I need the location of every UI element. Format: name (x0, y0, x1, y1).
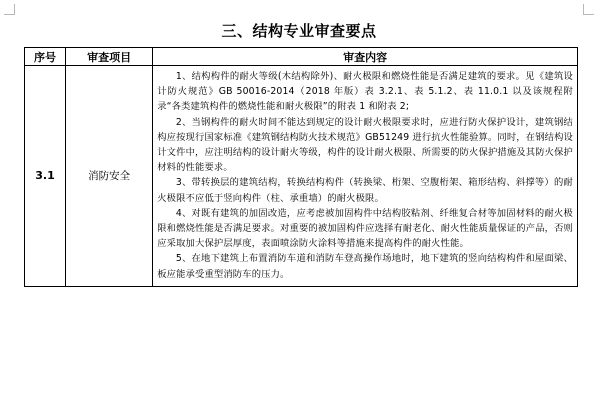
header-content: 审查内容 (153, 48, 578, 66)
page-corner-mark-left (4, 4, 15, 15)
content-paragraph-2: 2、当钢构件的耐火时间不能达到规定的设计耐火极限要求时，应进行防火保护设计，建筑钢结构应按现行国家标准《建筑钢结构防火技术规范》GB51249 进行抗火性能验算。同时，在钢结构设计文件中，应注明结构的设计耐火等级，构件的设计耐火极限、所需要的防火保护措施及其防火保护材料的性能要求。 (157, 116, 573, 174)
page-title: 三、结构专业审查要点 (221, 22, 377, 40)
page-corner-mark-right (583, 4, 594, 15)
content-paragraph-3: 3、带转换层的建筑结构，转换结构构件（转换梁、桁架、空腹桁架、箱形结构、斜撑等）的耐火极限不应低于竖向构件（柱、承重墙）的耐火极限。 (157, 177, 573, 204)
header-item: 审查项目 (66, 48, 153, 66)
content-paragraph-1: 1、结构构件的耐火等级(木结构除外)、耐火极限和燃烧性能是否满足建筑的要求。见《建筑设计防火规范》GB 50016-2014（2018 年版）表 3.2.1、表 5.1.2、表 11.0.1 以及该规程附录“各类建筑构件的燃烧性能和耐火极限”的附表 1 和附表 2; (157, 71, 573, 113)
table-row (25, 66, 578, 287)
header-number: 序号 (25, 48, 66, 66)
row-content (153, 66, 578, 287)
row-item: 消防安全 (66, 66, 153, 287)
content-paragraph-4: 4、对既有建筑的加固改造，应考虑被加固构件中结构胶粘剂、纤维复合材等加固材料的耐火极限和燃烧性能是否满足要求。对重要的被加固构件应选择有耐老化、耐火性能质量保证的产品，否则应采取加大保护层厚度，表面喷涂防火涂料等措施来提高构件的耐火性能。 (157, 207, 573, 250)
content-paragraph-5: 5、在地下建筑上布置消防车道和消防车登高操作场地时，地下建筑的竖向结构构件和屋面梁、板应能承受重型消防车的压力。 (157, 253, 573, 280)
row-number: 3.1 (25, 66, 66, 287)
table-header-row (25, 48, 578, 66)
review-table (24, 47, 578, 287)
